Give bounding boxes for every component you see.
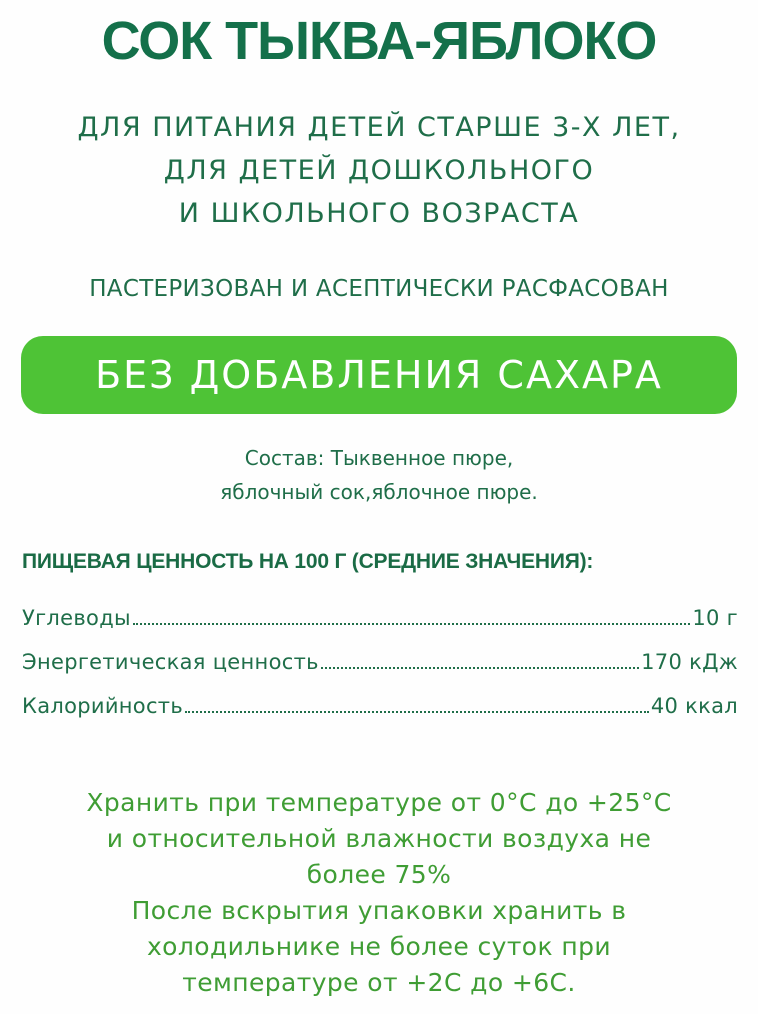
nutrition-name: Энергетическая ценность [22,650,319,674]
target-audience [0,106,758,235]
product-title: СОК ТЫКВА-ЯБЛОКО [101,11,657,71]
storage-line: После вскрытия упаковки хранить в [131,896,627,925]
dot-leader [185,710,649,713]
composition [0,441,758,509]
dot-leader [133,622,690,625]
banner-text: БЕЗ ДОБАВЛЕНИЯ САХАРА [95,353,663,397]
audience-line: И ШКОЛЬНОГО ВОЗРАСТА [178,198,580,229]
nutrition-name: Углеводы [22,606,131,630]
no-sugar-banner [21,336,737,414]
storage-line: температуре от +2С до +6С. [182,968,576,997]
nutrition-row-calories [22,694,738,738]
nutrition-value: 170 кДж [641,650,738,674]
storage-instructions [0,785,758,1001]
nutrition-name: Калорийность [22,694,184,718]
composition-line: яблочный сок,яблочное пюре. [220,480,538,504]
storage-line: холодильнике не более суток при [146,932,611,961]
nutrition-heading: ПИЩЕВАЯ ЦЕННОСТЬ НА 100 Г (СРЕДНИЕ ЗНАЧЕНИЯ): [22,550,594,573]
audience-line: ДЛЯ ПИТАНИЯ ДЕТЕЙ СТАРШЕ 3-Х ЛЕТ, [77,112,681,143]
storage-line: Хранить при температуре от 0°С до +25°С [86,788,672,817]
composition-line: Состав: Тыквенное пюре, [244,446,514,470]
storage-line: и относительной влажности воздуха не [106,824,652,853]
audience-line: ДЛЯ ДЕТЕЙ ДОШКОЛЬНОГО [163,155,595,186]
processing-note: ПАСТЕРИЗОВАН И АСЕПТИЧЕСКИ РАСФАСОВАН [89,276,669,302]
nutrition-row-carbs [22,606,738,650]
nutrition-value: 10 г [692,606,738,630]
nutrition-value: 40 ккал [650,694,738,718]
nutrition-list [22,606,738,738]
nutrition-row-energy [22,650,738,694]
storage-line: более 75% [306,860,452,889]
dot-leader [321,666,639,669]
